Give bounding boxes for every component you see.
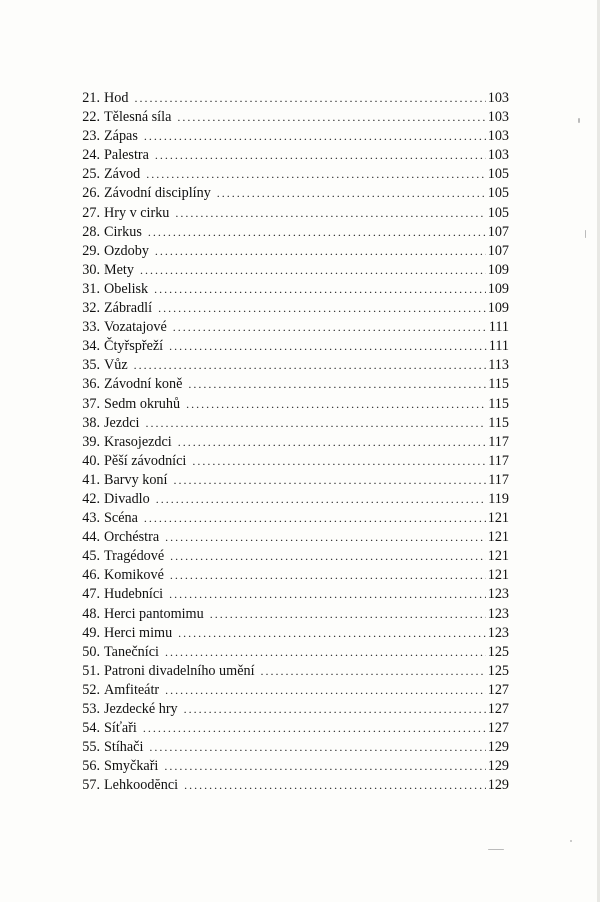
entry-number: 36.: [82, 376, 100, 393]
dot-leader: [169, 585, 486, 604]
entry-title: Jezdecké hry: [104, 701, 178, 717]
entry-title: Mety: [104, 261, 134, 278]
dot-leader: [165, 643, 486, 662]
entry-page-number: 117: [488, 471, 509, 488]
toc-entry: [73, 127, 509, 146]
entry-title: Hudebníci: [104, 586, 164, 603]
toc-entry: [73, 471, 509, 490]
dot-leader: [186, 395, 486, 414]
entry-title: Zábradlí: [104, 300, 153, 317]
dot-leader: [156, 490, 487, 509]
dot-leader: [144, 509, 486, 528]
entry-number: 28.: [82, 223, 100, 240]
entry-number: 31.: [82, 280, 100, 297]
entry-number: 24.: [82, 147, 100, 164]
toc-entry: [73, 395, 509, 414]
entry-page-number: 105: [487, 166, 509, 183]
dot-leader: [169, 337, 487, 356]
entry-page-number: 123: [487, 624, 509, 641]
entry-page-number: 125: [487, 643, 509, 660]
toc-entry: [73, 509, 509, 528]
dot-leader: [134, 356, 487, 375]
entry-page-number: 129: [487, 739, 509, 756]
entry-title: Závod: [104, 166, 141, 183]
entry-number: 30.: [82, 261, 100, 278]
toc-entry: [73, 528, 509, 547]
entry-number: 38.: [82, 414, 100, 431]
toc-entry: [73, 605, 509, 624]
entry-page-number: 123: [487, 586, 509, 603]
entry-page-number: 109: [487, 280, 509, 297]
dot-leader: [149, 738, 485, 757]
entry-title: Barvy koní: [104, 471, 168, 488]
entry-number: 55.: [82, 739, 100, 756]
dot-leader: [170, 547, 486, 566]
entry-number: 34.: [82, 338, 100, 355]
entry-title: Čtyřspřeží: [104, 338, 164, 355]
toc-entry: [73, 547, 509, 566]
dot-leader: [178, 433, 486, 452]
entry-number: 57.: [82, 777, 100, 794]
entry-title: Stíhači: [104, 739, 144, 756]
entry-title: Palestra: [104, 147, 149, 164]
entry-number: 22.: [82, 109, 100, 126]
dot-leader: [144, 127, 486, 146]
paper-speck: [585, 230, 586, 238]
entry-number: 46.: [82, 567, 100, 584]
dot-leader: [165, 681, 486, 700]
entry-number: 27.: [82, 204, 100, 221]
entry-number: 21.: [82, 90, 100, 106]
toc-entry: [73, 738, 509, 757]
entry-title: Zápas: [104, 128, 138, 145]
entry-number: 40.: [82, 452, 100, 469]
entry-title: Tanečníci: [104, 643, 159, 660]
toc-entry: [73, 414, 509, 433]
dot-leader: [175, 204, 485, 223]
entry-number: 48.: [82, 605, 100, 622]
entry-number: 43.: [82, 510, 100, 527]
entry-number: 26.: [82, 185, 100, 202]
entry-page-number: 107: [487, 223, 509, 240]
toc-entry: [73, 585, 509, 604]
entry-page-number: 129: [487, 777, 509, 794]
toc-entry: [73, 223, 509, 242]
toc-entry: [73, 108, 509, 127]
toc-entry: [73, 700, 509, 719]
entry-number: 44.: [82, 529, 100, 546]
dot-leader: [155, 242, 486, 261]
entry-title: Scéna: [104, 510, 138, 527]
dot-leader: [155, 146, 486, 165]
entry-page-number: 127: [487, 701, 509, 717]
entry-number: 51.: [82, 662, 100, 679]
dot-leader: [148, 223, 486, 242]
toc-entry: [73, 89, 509, 108]
dot-leader: [158, 299, 486, 318]
entry-page-number: 115: [488, 395, 509, 412]
dot-leader: [143, 719, 486, 738]
entry-page-number: 105: [487, 185, 509, 202]
entry-page-number: 119: [488, 490, 509, 507]
toc-entry: [73, 261, 509, 280]
entry-title: Patroni divadelního umění: [104, 662, 255, 679]
entry-page-number: 117: [488, 452, 509, 469]
entry-title: Amfiteátr: [104, 681, 160, 698]
entry-number: 37.: [82, 395, 100, 412]
dot-leader: [210, 605, 486, 624]
entry-number: 35.: [82, 357, 100, 374]
entry-page-number: 109: [487, 261, 509, 278]
entry-page-number: 121: [487, 567, 509, 584]
entry-number: 39.: [82, 433, 100, 450]
entry-number: 25.: [82, 166, 100, 183]
paper-speck: [570, 840, 572, 842]
entry-page-number: 105: [487, 204, 509, 221]
entry-number: 29.: [82, 242, 100, 259]
toc-entry: [73, 204, 509, 223]
entry-title: Vozatajové: [104, 319, 167, 336]
entry-title: Herci pantomimu: [104, 605, 204, 622]
entry-title: Hod: [104, 90, 129, 106]
entry-number: 49.: [82, 624, 100, 641]
toc-entry: [73, 375, 509, 394]
toc-entry: [73, 280, 509, 299]
entry-page-number: 115: [488, 414, 509, 431]
entry-title: Cirkus: [104, 223, 142, 240]
entry-page-number: 127: [487, 681, 509, 698]
entry-page-number: 129: [487, 758, 509, 775]
entry-page-number: 107: [487, 242, 509, 259]
toc-entry: [73, 146, 509, 165]
dot-leader: [173, 318, 487, 337]
entry-title: Tělesná síla: [104, 109, 172, 126]
entry-page-number: 123: [487, 605, 509, 622]
dot-leader: [164, 757, 485, 776]
entry-page-number: 121: [487, 510, 509, 527]
toc-entry: [73, 776, 509, 795]
toc-entry: [73, 452, 509, 471]
entry-title: Obelisk: [104, 280, 149, 297]
toc-entry: [73, 681, 509, 700]
entry-title: Vůz: [104, 357, 128, 374]
entry-page-number: 121: [487, 548, 509, 565]
entry-page-number: 121: [487, 529, 509, 546]
entry-title: Lehkoodĕnci: [104, 777, 179, 794]
entry-title: Tragédové: [104, 548, 165, 565]
table-of-contents: [73, 89, 509, 795]
toc-entry: [73, 299, 509, 318]
entry-page-number: 113: [488, 357, 509, 374]
entry-title: Pěší závodníci: [104, 452, 187, 469]
entry-title: Ozdoby: [104, 242, 149, 259]
toc-entry: [73, 624, 509, 643]
entry-number: 41.: [82, 471, 100, 488]
entry-page-number: 115: [488, 376, 509, 393]
dot-leader: [134, 89, 485, 108]
entry-title: Hry v cirku: [104, 204, 170, 221]
dot-leader: [184, 776, 486, 795]
dot-leader: [170, 566, 486, 585]
entry-page-number: 103: [487, 90, 509, 106]
entry-number: 52.: [82, 681, 100, 698]
entry-number: 53.: [82, 701, 100, 717]
entry-title: Orchéstra: [104, 529, 160, 546]
entry-page-number: 103: [487, 128, 509, 145]
entry-title: Divadlo: [104, 490, 150, 507]
entry-page-number: 103: [487, 147, 509, 164]
toc-entry: [73, 490, 509, 509]
dot-leader: [173, 471, 486, 490]
entry-title: Komikové: [104, 567, 164, 584]
dot-leader: [261, 662, 486, 681]
entry-number: 33.: [82, 319, 100, 336]
toc-entry: [73, 318, 509, 337]
dot-leader: [178, 624, 486, 643]
entry-page-number: 111: [488, 338, 509, 355]
dot-leader: [192, 452, 486, 471]
dot-leader: [188, 375, 486, 394]
entry-number: 56.: [82, 758, 100, 775]
entry-title: Herci mimu: [104, 624, 173, 641]
entry-number: 45.: [82, 548, 100, 565]
entry-number: 54.: [82, 720, 100, 737]
entry-number: 50.: [82, 643, 100, 660]
entry-number: 42.: [82, 490, 100, 507]
entry-title: Závodní koně: [104, 376, 183, 393]
paper-speck: [488, 849, 504, 850]
toc-entry: [73, 719, 509, 738]
entry-page-number: 127: [487, 720, 509, 737]
entry-title: Krasojezdci: [104, 433, 172, 450]
dot-leader: [140, 261, 486, 280]
toc-entry: [73, 184, 509, 203]
toc-entry: [73, 757, 509, 776]
dot-leader: [177, 108, 485, 127]
entry-title: Síťaři: [104, 720, 137, 737]
dot-leader: [145, 414, 486, 433]
entry-title: Sedm okruhů: [104, 395, 181, 412]
dot-leader: [165, 528, 486, 547]
entry-title: Závodní disciplíny: [104, 185, 211, 202]
entry-page-number: 103: [487, 109, 509, 126]
entry-page-number: 125: [487, 662, 509, 679]
toc-entry: [73, 337, 509, 356]
entry-title: Jezdci: [104, 414, 140, 431]
toc-entry: [73, 165, 509, 184]
toc-entry: [73, 643, 509, 662]
toc-entry: [73, 356, 509, 375]
dot-leader: [146, 165, 485, 184]
dot-leader: [154, 280, 486, 299]
toc-entry: [73, 433, 509, 452]
entry-number: 47.: [82, 586, 100, 603]
dot-leader: [217, 184, 486, 203]
dot-leader: [184, 700, 486, 719]
toc-entry: [73, 662, 509, 681]
toc-entry: [73, 242, 509, 261]
entry-number: 23.: [82, 128, 100, 145]
entry-page-number: 117: [488, 433, 509, 450]
entry-page-number: 111: [488, 319, 509, 336]
paper-speck: [578, 118, 580, 123]
entry-page-number: 109: [487, 300, 509, 317]
entry-title: Smyčkaři: [104, 758, 159, 775]
toc-entry: [73, 566, 509, 585]
entry-number: 32.: [82, 300, 100, 317]
